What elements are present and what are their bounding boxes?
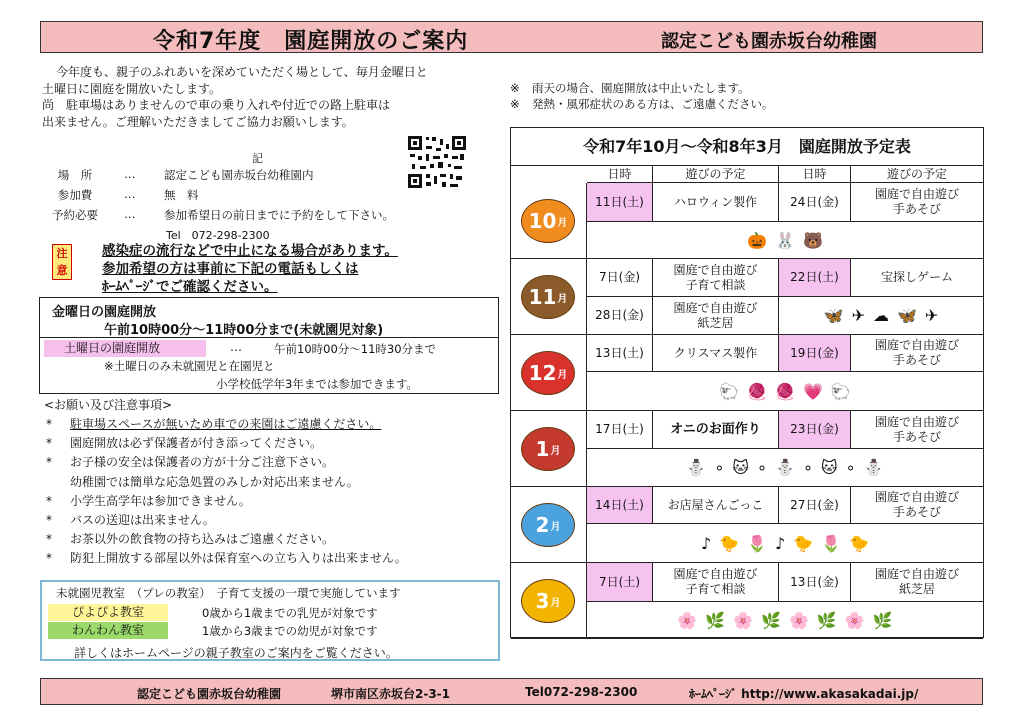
info-label: 予約必要 xyxy=(52,208,98,222)
warning-text xyxy=(102,242,398,296)
footer-address: 堺市南区赤坂台2-3-1 xyxy=(331,687,451,701)
month-unit: 月 xyxy=(550,521,561,533)
month-illustration xyxy=(511,335,587,411)
class-title: 未就園児教室 （プレの教室） 子育て支援の一環で実施しています xyxy=(56,586,401,600)
schedule-plan: 園庭で自由遊び 子育て相談 xyxy=(653,259,779,297)
schedule-plan: お店屋さんごっこ xyxy=(653,487,779,524)
decoration-icon: 🐱 xyxy=(820,458,838,477)
schedule-plan: 園庭で自由遊び 子育て相談 xyxy=(653,563,779,602)
schedule-plan: クリスマス製作 xyxy=(653,335,779,372)
list-item: * お茶以外の飲食物の持ち込みはご遠慮ください。 xyxy=(46,532,335,547)
info-dots: … xyxy=(124,187,136,201)
month-badge-icon xyxy=(521,503,575,547)
month-illustration xyxy=(511,411,587,487)
decoration-icon: ✈ xyxy=(924,306,939,325)
schedule-plan: ハロウィン製作 xyxy=(653,183,779,222)
notes-title: <お願い及び注意事項> xyxy=(44,398,173,412)
list-item: * 園庭開放は必ず保護者が付き添ってください。 xyxy=(46,436,323,451)
decoration-row xyxy=(587,449,983,487)
month-unit: 月 xyxy=(550,597,561,609)
info-value: 無 料 xyxy=(164,188,199,202)
footer-phone[interactable]: Tel072-298-2300 xyxy=(525,685,638,699)
school-name: 認定こども園赤坂台幼稚園 xyxy=(661,31,877,52)
header-date: 日時 xyxy=(587,166,653,183)
decoration-icon: 🧶 xyxy=(747,381,768,401)
decoration-icon: ⛄ xyxy=(775,458,795,477)
decoration-icon: 🐑 xyxy=(719,381,740,401)
schedule-plan: 園庭で自由遊び 手あそび xyxy=(851,487,983,524)
month-number: 12 xyxy=(528,361,557,385)
ki-mark: 記 xyxy=(252,152,263,165)
schedule-plan: 宝探しゲーム xyxy=(851,259,983,297)
schedule-table xyxy=(510,127,984,638)
info-label: 参加費 xyxy=(57,188,93,202)
decoration-icon: 🐤 xyxy=(719,533,740,553)
warning-line: 感染症の流行などで中止になる場合があります。 xyxy=(102,243,398,259)
schedule-date: 27日(金) xyxy=(779,487,851,524)
friday-title: 金曜日の園庭開放 xyxy=(52,305,157,320)
schedule-title: 令和7年10月～令和8年3月 園庭開放予定表 xyxy=(511,128,983,166)
decoration-row xyxy=(779,297,983,335)
decoration-icon: ∘ xyxy=(757,458,768,477)
phone-number[interactable]: Tel 072-298-2300 xyxy=(166,229,270,242)
list-item: * 駐車場スペースが無いため車での来園はご遠慮ください。 xyxy=(46,417,382,431)
info-value: 参加希望日の前日までに予約をして下さい。 xyxy=(164,208,394,222)
month-unit: 月 xyxy=(557,217,568,229)
month-badge-icon xyxy=(521,427,575,471)
decoration-icon: ⛄ xyxy=(686,458,707,477)
schedule-date: 28日(金) xyxy=(587,297,653,335)
info-label: 場 所 xyxy=(57,168,93,182)
divider xyxy=(40,337,498,338)
list-item: * お子様の安全は保護者の方が十分ご注意下さい。 xyxy=(46,455,335,470)
schedule-plan: 園庭で自由遊び 手あそび xyxy=(851,335,983,372)
header-banner xyxy=(40,21,983,53)
intro-line: 尚 駐車場はありませんので車の乗り入れや付近での路上駐車は xyxy=(42,98,391,112)
decoration-icon: 🌸 xyxy=(789,610,809,630)
decoration-icon: 🦋 xyxy=(823,306,844,325)
pre-class-box xyxy=(40,580,500,661)
decoration-icon: 🌸 xyxy=(844,610,865,630)
decoration-icon: 🦋 xyxy=(897,306,917,325)
decoration-icon: 🌿 xyxy=(872,610,893,630)
decoration-icon: 🐤 xyxy=(849,533,870,553)
schedule-plan: 園庭で自由遊び 手あそび xyxy=(851,183,983,222)
list-item: * バスの送迎は出来ません。 xyxy=(46,513,215,528)
schedule-date: 22日(土) xyxy=(779,259,851,297)
month-badge-icon xyxy=(521,351,575,395)
saturday-label: 土曜日の園庭開放 xyxy=(44,340,206,357)
list-item: 幼稚園では簡単な応急処置のみしか対応出来ません。 xyxy=(70,474,359,489)
decoration-icon: 🐱 xyxy=(732,458,750,477)
intro-line: 土曜日に園庭を開放いたします。 xyxy=(42,81,222,96)
class-piyopiyo-desc: 0歳から1歳までの乳児が対象です xyxy=(202,606,378,620)
schedule-date: 24日(金) xyxy=(779,183,851,222)
decoration-icon: 🌿 xyxy=(816,610,837,630)
schedule-date: 13日(金) xyxy=(779,563,851,602)
month-number: 11 xyxy=(528,285,557,309)
header-date: 日時 xyxy=(779,166,851,183)
decoration-icon: 🌷 xyxy=(821,533,842,553)
list-item: * 小学生高学年は参加できません。 xyxy=(46,493,251,508)
month-number: 3 xyxy=(535,589,550,613)
schedule-plan: 園庭で自由遊び 紙芝居 xyxy=(851,563,983,602)
decoration-icon: 🌿 xyxy=(705,610,726,630)
saturday-note: 小学校低学年3年までは参加できます。 xyxy=(216,377,418,391)
month-number: 2 xyxy=(535,513,550,537)
qr-code-icon[interactable] xyxy=(406,134,468,190)
month-number: 10 xyxy=(528,209,557,233)
intro-text xyxy=(42,64,500,130)
decoration-icon: ✈ xyxy=(851,306,865,325)
decoration-icon: 🌸 xyxy=(733,610,754,630)
month-number: 1 xyxy=(535,437,550,461)
caution-badge-char: 注 xyxy=(56,247,68,260)
decoration-row xyxy=(587,222,983,259)
saturday-note: ※土曜日のみ未就園児と在園児と xyxy=(104,359,275,373)
class-wanwan-desc: 1歳から3歳までの幼児が対象です xyxy=(202,624,378,638)
decoration-icon: ♪ xyxy=(700,533,712,553)
decoration-icon: 🌿 xyxy=(761,610,781,630)
header-plan: 遊びの予定 xyxy=(653,166,779,183)
class-more-info: 詳しくはホームページの親子教室のご案内をご覧ください。 xyxy=(74,646,398,660)
month-illustration xyxy=(511,183,587,259)
caution-badge-char: 意 xyxy=(56,264,68,277)
page-title: 令和7年度 園庭開放のご案内 xyxy=(153,29,469,54)
footer-school: 認定こども園赤坂台幼稚園 xyxy=(137,687,282,701)
decoration-row xyxy=(587,372,983,411)
info-value: 認定こども園赤坂台幼稚園内 xyxy=(164,168,314,182)
decoration-icon: ∘ xyxy=(802,458,813,477)
right-note: ※ 雨天の場合、園庭開放は中止いたします。 xyxy=(510,81,750,95)
opening-hours-box xyxy=(39,297,499,394)
decoration-icon: ∘ xyxy=(845,458,856,477)
saturday-dots: … xyxy=(230,340,242,354)
info-dots: … xyxy=(124,207,136,221)
right-note: ※ 発熱・風邪症状のある方は、ご遠慮ください。 xyxy=(510,97,774,111)
month-illustration xyxy=(511,563,587,639)
decoration-icon: 🌸 xyxy=(677,610,698,630)
month-illustration xyxy=(511,487,587,563)
month-badge-icon xyxy=(521,275,575,319)
month-badge-icon xyxy=(521,579,575,623)
schedule-date: 23日(金) xyxy=(779,411,851,449)
decoration-icon: ∘ xyxy=(714,458,725,477)
saturday-time: 午前10時00分～11時30分まで xyxy=(274,342,437,356)
decoration-icon: 🐰 xyxy=(775,230,795,250)
intro-line: 今年度も、親子のふれあいを深めていただく場として、毎月金曜日と xyxy=(56,65,428,79)
decoration-icon: ☁ xyxy=(873,306,889,325)
warning-line: ﾎｰﾑﾍﾟｰｼﾞでご確認ください。 xyxy=(102,279,278,295)
decoration-icon: 🐤 xyxy=(793,533,814,553)
schedule-plan: 園庭で自由遊び 手あそび xyxy=(851,411,983,449)
decoration-row xyxy=(587,524,983,563)
class-piyopiyo: ぴよぴよ教室 xyxy=(48,604,168,621)
month-unit: 月 xyxy=(557,293,568,305)
schedule-date: 14日(土) xyxy=(587,487,653,524)
list-item: * 防犯上開放する部屋以外は保育室への立ち入りは出来ません。 xyxy=(46,551,407,566)
decoration-icon: 🐑 xyxy=(830,381,851,401)
schedule-date: 19日(金) xyxy=(779,335,851,372)
schedule-date: 7日(金) xyxy=(587,259,653,297)
month-unit: 月 xyxy=(550,445,561,457)
decoration-icon: 🧶 xyxy=(775,381,795,401)
month-badge-icon xyxy=(521,199,575,243)
decoration-icon: 💗 xyxy=(802,381,823,401)
caution-badge xyxy=(52,244,72,280)
schedule-date: 7日(土) xyxy=(587,563,653,602)
schedule-plan: オニのお面作り xyxy=(653,411,779,449)
schedule-date: 17日(土) xyxy=(587,411,653,449)
class-wanwan: わんわん教室 xyxy=(48,622,168,639)
schedule-plan: 園庭で自由遊び 紙芝居 xyxy=(653,297,779,335)
decoration-row xyxy=(587,602,983,639)
month-illustration xyxy=(511,259,587,335)
schedule-date: 11日(土) xyxy=(587,183,653,222)
warning-line: 参加希望の方は事前に下記の電話もしくは xyxy=(102,261,359,277)
header-plan: 遊びの予定 xyxy=(851,166,983,183)
decoration-icon: 🌷 xyxy=(747,533,768,553)
month-unit: 月 xyxy=(557,369,568,381)
info-dots: … xyxy=(124,167,136,181)
schedule-date: 13日(土) xyxy=(587,335,653,372)
footer-homepage-link[interactable]: ﾎｰﾑﾍﾟｰｼﾞ http://www.akasakadai.jp/ xyxy=(689,687,919,701)
footer-banner xyxy=(40,678,983,705)
right-notes xyxy=(510,80,774,112)
friday-time: 午前10時00分～11時00分まで(未就園児対象) xyxy=(104,323,384,338)
decoration-icon: 🐻 xyxy=(802,230,823,250)
notes-list xyxy=(44,415,464,569)
decoration-icon: ♪ xyxy=(775,533,786,553)
decoration-icon: 🎃 xyxy=(747,230,768,250)
intro-line: 出来ません。ご理解いただきましてご協力お願いします。 xyxy=(42,114,354,129)
decoration-icon: ⛄ xyxy=(863,458,884,477)
